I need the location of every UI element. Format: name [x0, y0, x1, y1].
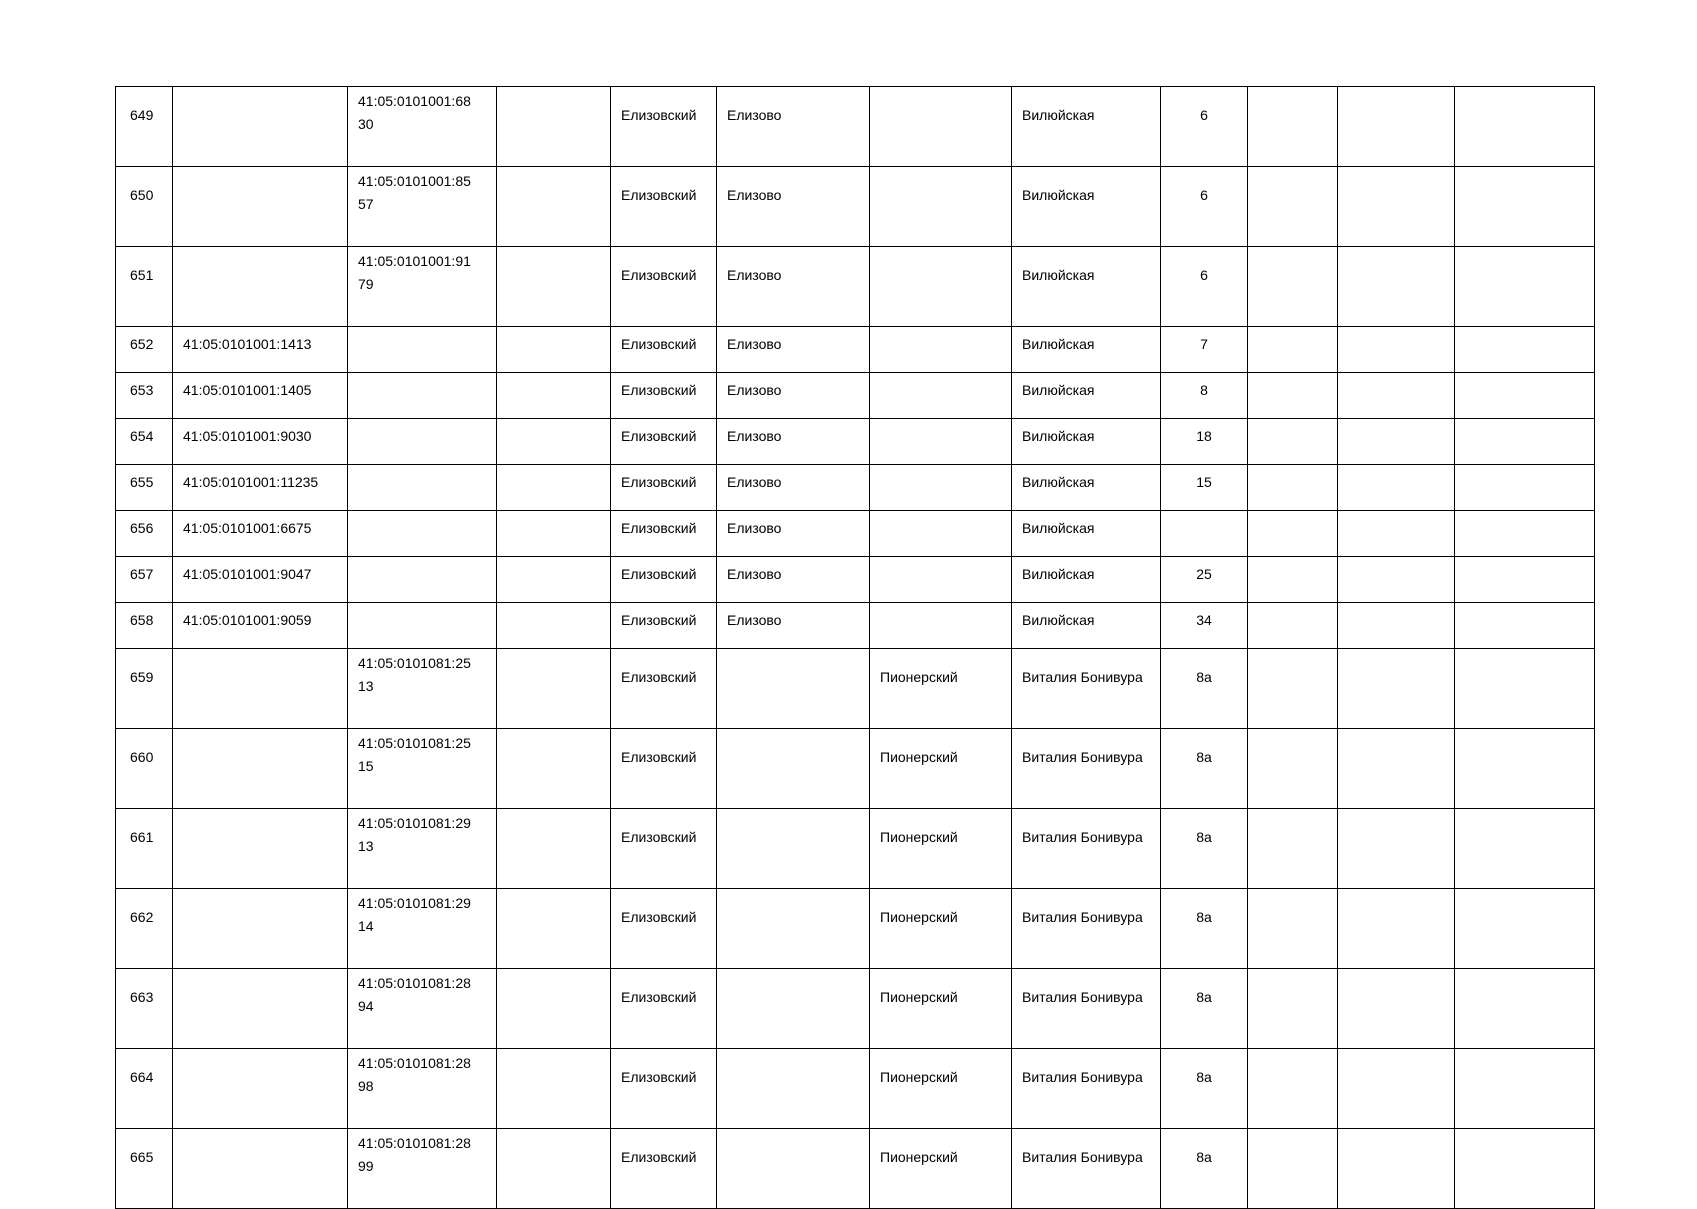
cadastral-number-cell	[173, 247, 348, 327]
street-cell: Виталия Бонивура	[1012, 809, 1161, 889]
district-cell: Елизовский	[611, 511, 717, 557]
house-number-cell	[1161, 511, 1248, 557]
empty-cell	[497, 969, 611, 1049]
empty-cell	[1338, 465, 1455, 511]
row-number: 655	[116, 465, 173, 511]
cadastral-number-cell: 41:05:0101001:1405	[173, 373, 348, 419]
table-row	[116, 87, 1595, 167]
table-row	[116, 419, 1595, 465]
related-cadastral-number-cell: 41:05:0101001:68 30	[348, 87, 497, 167]
related-cadastral-number-cell: 41:05:0101081:29 13	[348, 809, 497, 889]
empty-cell	[497, 167, 611, 247]
row-number: 651	[116, 247, 173, 327]
cadastral-number-cell	[173, 729, 348, 809]
related-cadastral-number-cell	[348, 327, 497, 373]
empty-cell	[1455, 247, 1595, 327]
empty-cell	[1338, 557, 1455, 603]
district-cell: Елизовский	[611, 557, 717, 603]
empty-cell	[1248, 465, 1338, 511]
cadastral-number-cell	[173, 1129, 348, 1209]
street-cell: Виталия Бонивура	[1012, 969, 1161, 1049]
town-cell: Елизово	[717, 327, 870, 373]
row-number: 657	[116, 557, 173, 603]
district-cell: Елизовский	[611, 419, 717, 465]
empty-cell	[1455, 603, 1595, 649]
settlement-cell	[870, 167, 1012, 247]
house-number-cell: 25	[1161, 557, 1248, 603]
empty-cell	[1248, 373, 1338, 419]
table-row	[116, 649, 1595, 729]
street-cell: Вилюйская	[1012, 327, 1161, 373]
table-body	[116, 87, 1595, 1209]
empty-cell	[497, 809, 611, 889]
empty-cell	[497, 603, 611, 649]
table-row	[116, 373, 1595, 419]
settlement-cell	[870, 603, 1012, 649]
cadastral-number-cell	[173, 87, 348, 167]
house-number-cell: 18	[1161, 419, 1248, 465]
empty-cell	[1248, 649, 1338, 729]
town-cell	[717, 809, 870, 889]
town-cell: Елизово	[717, 87, 870, 167]
settlement-cell	[870, 419, 1012, 465]
settlement-cell: Пионерский	[870, 649, 1012, 729]
row-number: 650	[116, 167, 173, 247]
related-cadastral-number-cell: 41:05:0101001:85 57	[348, 167, 497, 247]
district-cell: Елизовский	[611, 603, 717, 649]
town-cell: Елизово	[717, 167, 870, 247]
cadastral-number-cell	[173, 889, 348, 969]
cadastral-number-cell: 41:05:0101001:6675	[173, 511, 348, 557]
empty-cell	[1455, 419, 1595, 465]
house-number-cell: 6	[1161, 167, 1248, 247]
table-row	[116, 809, 1595, 889]
related-cadastral-number-cell: 41:05:0101081:28 99	[348, 1129, 497, 1209]
cadastral-number-cell	[173, 969, 348, 1049]
town-cell	[717, 649, 870, 729]
empty-cell	[1338, 969, 1455, 1049]
empty-cell	[1248, 87, 1338, 167]
empty-cell	[1338, 1129, 1455, 1209]
street-cell: Вилюйская	[1012, 373, 1161, 419]
empty-cell	[1455, 649, 1595, 729]
empty-cell	[1338, 649, 1455, 729]
empty-cell	[1338, 603, 1455, 649]
street-cell: Вилюйская	[1012, 167, 1161, 247]
street-cell: Вилюйская	[1012, 419, 1161, 465]
empty-cell	[1248, 327, 1338, 373]
table-row	[116, 969, 1595, 1049]
town-cell: Елизово	[717, 557, 870, 603]
table-row	[116, 465, 1595, 511]
district-cell: Елизовский	[611, 889, 717, 969]
related-cadastral-number-cell	[348, 419, 497, 465]
row-number: 649	[116, 87, 173, 167]
empty-cell	[1455, 1049, 1595, 1129]
empty-cell	[1248, 969, 1338, 1049]
row-number: 654	[116, 419, 173, 465]
empty-cell	[1338, 809, 1455, 889]
cadastral-number-cell	[173, 809, 348, 889]
street-cell: Вилюйская	[1012, 557, 1161, 603]
street-cell: Вилюйская	[1012, 603, 1161, 649]
empty-cell	[497, 465, 611, 511]
empty-cell	[1248, 603, 1338, 649]
row-number: 658	[116, 603, 173, 649]
town-cell: Елизово	[717, 247, 870, 327]
cadastral-number-cell: 41:05:0101001:11235	[173, 465, 348, 511]
empty-cell	[1338, 373, 1455, 419]
empty-cell	[1455, 511, 1595, 557]
empty-cell	[1248, 889, 1338, 969]
table-row	[116, 729, 1595, 809]
district-cell: Елизовский	[611, 969, 717, 1049]
district-cell: Елизовский	[611, 87, 717, 167]
street-cell: Виталия Бонивура	[1012, 889, 1161, 969]
town-cell	[717, 969, 870, 1049]
row-number: 665	[116, 1129, 173, 1209]
empty-cell	[1455, 809, 1595, 889]
settlement-cell	[870, 465, 1012, 511]
empty-cell	[1455, 889, 1595, 969]
house-number-cell: 8а	[1161, 1129, 1248, 1209]
town-cell	[717, 729, 870, 809]
empty-cell	[1248, 809, 1338, 889]
cadastral-number-cell	[173, 1049, 348, 1129]
row-number: 652	[116, 327, 173, 373]
row-number: 661	[116, 809, 173, 889]
settlement-cell: Пионерский	[870, 1049, 1012, 1129]
house-number-cell: 6	[1161, 247, 1248, 327]
related-cadastral-number-cell: 41:05:0101081:29 14	[348, 889, 497, 969]
district-cell: Елизовский	[611, 373, 717, 419]
table-row	[116, 327, 1595, 373]
empty-cell	[497, 511, 611, 557]
empty-cell	[1455, 557, 1595, 603]
table-row	[116, 511, 1595, 557]
street-cell: Вилюйская	[1012, 465, 1161, 511]
related-cadastral-number-cell: 41:05:0101081:28 94	[348, 969, 497, 1049]
town-cell	[717, 1129, 870, 1209]
town-cell: Елизово	[717, 419, 870, 465]
table-row	[116, 889, 1595, 969]
empty-cell	[1338, 511, 1455, 557]
table-row	[116, 603, 1595, 649]
cadastral-number-cell: 41:05:0101001:1413	[173, 327, 348, 373]
town-cell	[717, 1049, 870, 1129]
empty-cell	[497, 247, 611, 327]
settlement-cell: Пионерский	[870, 889, 1012, 969]
house-number-cell: 8а	[1161, 1049, 1248, 1129]
empty-cell	[1248, 729, 1338, 809]
related-cadastral-number-cell	[348, 373, 497, 419]
empty-cell	[1338, 167, 1455, 247]
empty-cell	[497, 729, 611, 809]
district-cell: Елизовский	[611, 167, 717, 247]
row-number: 659	[116, 649, 173, 729]
settlement-cell	[870, 87, 1012, 167]
house-number-cell: 8а	[1161, 969, 1248, 1049]
district-cell: Елизовский	[611, 1129, 717, 1209]
house-number-cell: 6	[1161, 87, 1248, 167]
table-row	[116, 1129, 1595, 1209]
town-cell: Елизово	[717, 465, 870, 511]
empty-cell	[1248, 167, 1338, 247]
cadastral-number-cell	[173, 649, 348, 729]
empty-cell	[1248, 419, 1338, 465]
street-cell: Вилюйская	[1012, 511, 1161, 557]
settlement-cell	[870, 373, 1012, 419]
related-cadastral-number-cell: 41:05:0101081:28 98	[348, 1049, 497, 1129]
empty-cell	[1455, 465, 1595, 511]
town-cell	[717, 889, 870, 969]
house-number-cell: 8	[1161, 373, 1248, 419]
empty-cell	[497, 373, 611, 419]
empty-cell	[1248, 1049, 1338, 1129]
street-cell: Виталия Бонивура	[1012, 1129, 1161, 1209]
house-number-cell: 7	[1161, 327, 1248, 373]
house-number-cell: 8а	[1161, 729, 1248, 809]
street-cell: Вилюйская	[1012, 247, 1161, 327]
empty-cell	[1338, 1049, 1455, 1129]
empty-cell	[1248, 511, 1338, 557]
empty-cell	[1338, 729, 1455, 809]
empty-cell	[1248, 557, 1338, 603]
settlement-cell	[870, 247, 1012, 327]
related-cadastral-number-cell	[348, 603, 497, 649]
empty-cell	[497, 327, 611, 373]
related-cadastral-number-cell	[348, 557, 497, 603]
settlement-cell: Пионерский	[870, 969, 1012, 1049]
empty-cell	[497, 1129, 611, 1209]
row-number: 653	[116, 373, 173, 419]
house-number-cell: 8а	[1161, 809, 1248, 889]
cadastral-number-cell: 41:05:0101001:9047	[173, 557, 348, 603]
town-cell: Елизово	[717, 511, 870, 557]
empty-cell	[1455, 327, 1595, 373]
row-number: 662	[116, 889, 173, 969]
settlement-cell	[870, 327, 1012, 373]
district-cell: Елизовский	[611, 649, 717, 729]
empty-cell	[1338, 327, 1455, 373]
empty-cell	[497, 557, 611, 603]
empty-cell	[1455, 1129, 1595, 1209]
table-row	[116, 167, 1595, 247]
empty-cell	[497, 87, 611, 167]
row-number: 656	[116, 511, 173, 557]
empty-cell	[1455, 87, 1595, 167]
street-cell: Виталия Бонивура	[1012, 649, 1161, 729]
district-cell: Елизовский	[611, 1049, 717, 1129]
district-cell: Елизовский	[611, 465, 717, 511]
empty-cell	[1248, 247, 1338, 327]
house-number-cell: 34	[1161, 603, 1248, 649]
empty-cell	[1338, 419, 1455, 465]
empty-cell	[1338, 889, 1455, 969]
empty-cell	[497, 889, 611, 969]
empty-cell	[1338, 87, 1455, 167]
records-table	[115, 86, 1595, 1209]
settlement-cell	[870, 557, 1012, 603]
street-cell: Виталия Бонивура	[1012, 729, 1161, 809]
street-cell: Вилюйская	[1012, 87, 1161, 167]
table-row	[116, 557, 1595, 603]
settlement-cell: Пионерский	[870, 809, 1012, 889]
cadastral-number-cell: 41:05:0101001:9059	[173, 603, 348, 649]
empty-cell	[497, 419, 611, 465]
related-cadastral-number-cell: 41:05:0101081:25 15	[348, 729, 497, 809]
district-cell: Елизовский	[611, 327, 717, 373]
row-number: 663	[116, 969, 173, 1049]
settlement-cell: Пионерский	[870, 1129, 1012, 1209]
empty-cell	[1455, 167, 1595, 247]
empty-cell	[1338, 247, 1455, 327]
cadastral-number-cell	[173, 167, 348, 247]
house-number-cell: 8а	[1161, 649, 1248, 729]
district-cell: Елизовский	[611, 247, 717, 327]
town-cell: Елизово	[717, 373, 870, 419]
table-row	[116, 247, 1595, 327]
row-number: 660	[116, 729, 173, 809]
related-cadastral-number-cell: 41:05:0101081:25 13	[348, 649, 497, 729]
table-row	[116, 1049, 1595, 1129]
related-cadastral-number-cell	[348, 511, 497, 557]
street-cell: Виталия Бонивура	[1012, 1049, 1161, 1129]
empty-cell	[497, 649, 611, 729]
related-cadastral-number-cell	[348, 465, 497, 511]
empty-cell	[497, 1049, 611, 1129]
empty-cell	[1248, 1129, 1338, 1209]
settlement-cell	[870, 511, 1012, 557]
empty-cell	[1455, 373, 1595, 419]
house-number-cell: 15	[1161, 465, 1248, 511]
cadastral-number-cell: 41:05:0101001:9030	[173, 419, 348, 465]
town-cell: Елизово	[717, 603, 870, 649]
house-number-cell: 8а	[1161, 889, 1248, 969]
empty-cell	[1455, 969, 1595, 1049]
row-number: 664	[116, 1049, 173, 1129]
related-cadastral-number-cell: 41:05:0101001:91 79	[348, 247, 497, 327]
settlement-cell: Пионерский	[870, 729, 1012, 809]
empty-cell	[1455, 729, 1595, 809]
district-cell: Елизовский	[611, 729, 717, 809]
district-cell: Елизовский	[611, 809, 717, 889]
